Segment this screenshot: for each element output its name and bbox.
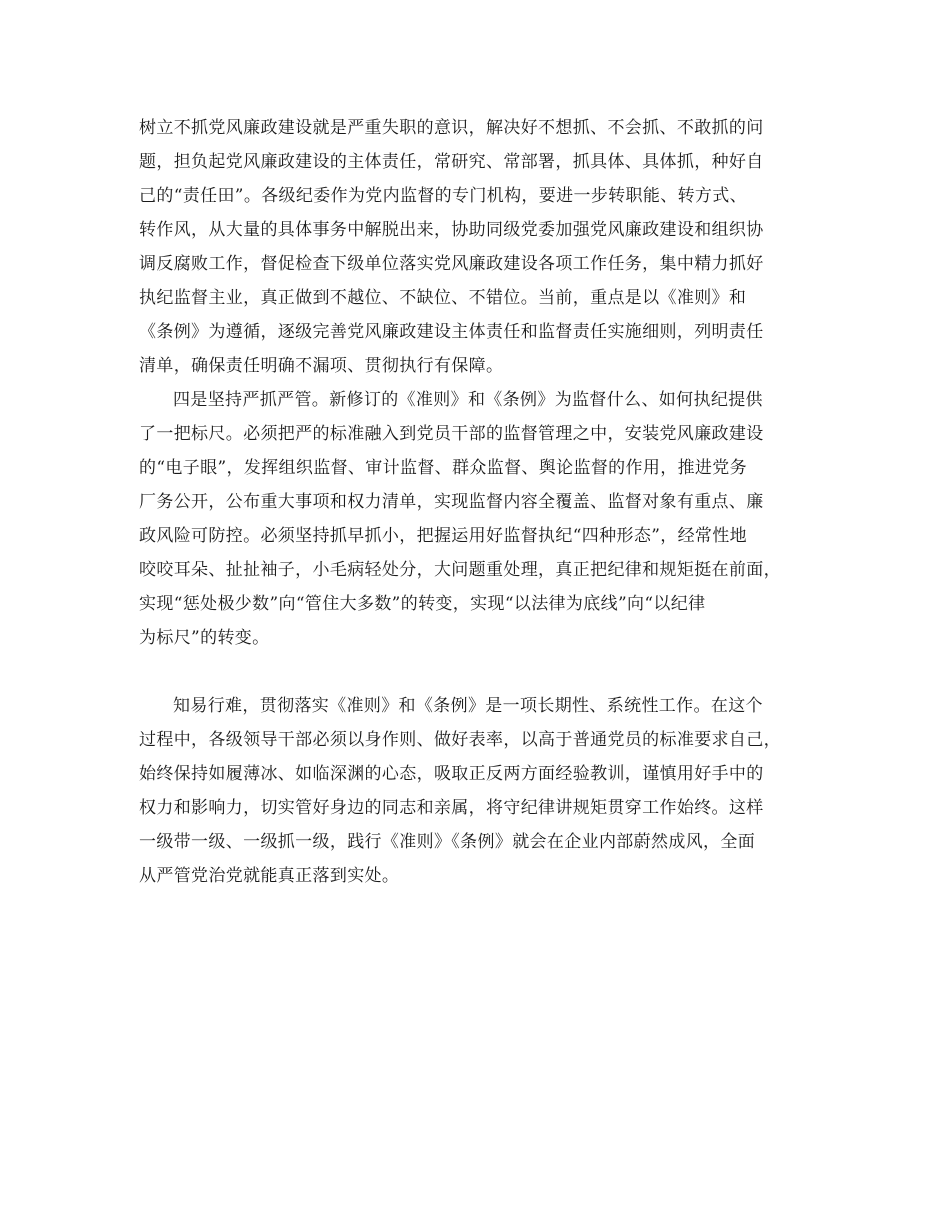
paragraph-line: 权力和影响力，切实管好身边的同志和亲属，将守纪律讲规矩贯穿工作始终。这样 xyxy=(139,798,764,818)
paragraph-line: 己的“责任田”。各级纪委作为党内监督的专门机构，要进一步转职能、转方式、 xyxy=(139,186,747,206)
paragraph-line: 四是坚持严抓严管。新修订的《准则》和《条例》为监督什么、如何执纪提供 xyxy=(173,390,763,410)
paragraph-line: 过程中，各级领导干部必须以身作则、做好表率，以高于普通党员的标准要求自己， xyxy=(139,730,781,750)
paragraph-line: 转作风，从大量的具体事务中解脱出来，协助同级党委加强党风廉政建设和组织协 xyxy=(139,220,764,240)
paragraph-line: 始终保持如履薄冰、如临深渊的心态，吸取正反两方面经验教训，谨慎用好手中的 xyxy=(139,764,764,784)
paragraph-line: 清单，确保责任明确不漏项、贯彻执行有保障。 xyxy=(139,356,504,376)
paragraph-line: 题，担负起党风廉政建设的主体责任，常研究、常部署，抓具体、具体抓，种好自 xyxy=(139,152,764,172)
paragraph-line: 《条例》为遵循，逐级完善党风廉政建设主体责任和监督责任实施细则，列明责任 xyxy=(139,322,764,342)
paragraph-line: 的“电子眼”，发挥组织监督、审计监督、群众监督、舆论监督的作用，推进党务 xyxy=(139,458,747,478)
paragraph-line: 一级带一级、一级抓一级，践行《准则》《条例》就会在企业内部蔚然成风，全面 xyxy=(139,832,756,852)
paragraph-line: 执纪监督主业，真正做到不越位、不缺位、不错位。当前，重点是以《准则》和 xyxy=(139,288,747,308)
paragraph-line: 调反腐败工作，督促检查下级单位落实党风廉政建设各项工作任务，集中精力抓好 xyxy=(139,254,764,274)
paragraph-line: 政风险可防控。必须坚持抓早抓小，把握运用好监督执纪“四种形态”，经常性地 xyxy=(139,526,747,546)
paragraph-line: 树立不抓党风廉政建设就是严重失职的意识，解决好不想抓、不会抓、不敢抓的问 xyxy=(139,118,764,138)
paragraph-line: 了一把标尺。必须把严的标准融入到党员干部的监督管理之中，安装党风廉政建设 xyxy=(139,424,764,444)
paragraph-line: 知易行难，贯彻落实《准则》和《条例》是一项长期性、系统性工作。在这个 xyxy=(173,696,763,716)
paragraph-line: 实现“惩处极少数”向“管住大多数”的转变，实现“以法律为底线”向“以纪律 xyxy=(139,594,706,614)
paragraph-line: 从严管党治党就能真正落到实处。 xyxy=(139,866,400,886)
paragraph-line: 咬咬耳朵、扯扯袖子，小毛病轻处分，大问题重处理，真正把纪律和规矩挺在前面， xyxy=(139,560,781,580)
paragraph-line: 为标尺”的转变。 xyxy=(139,628,270,648)
paragraph-line: 厂务公开，公布重大事项和权力清单，实现监督内容全覆盖、监督对象有重点、廉 xyxy=(139,492,764,512)
